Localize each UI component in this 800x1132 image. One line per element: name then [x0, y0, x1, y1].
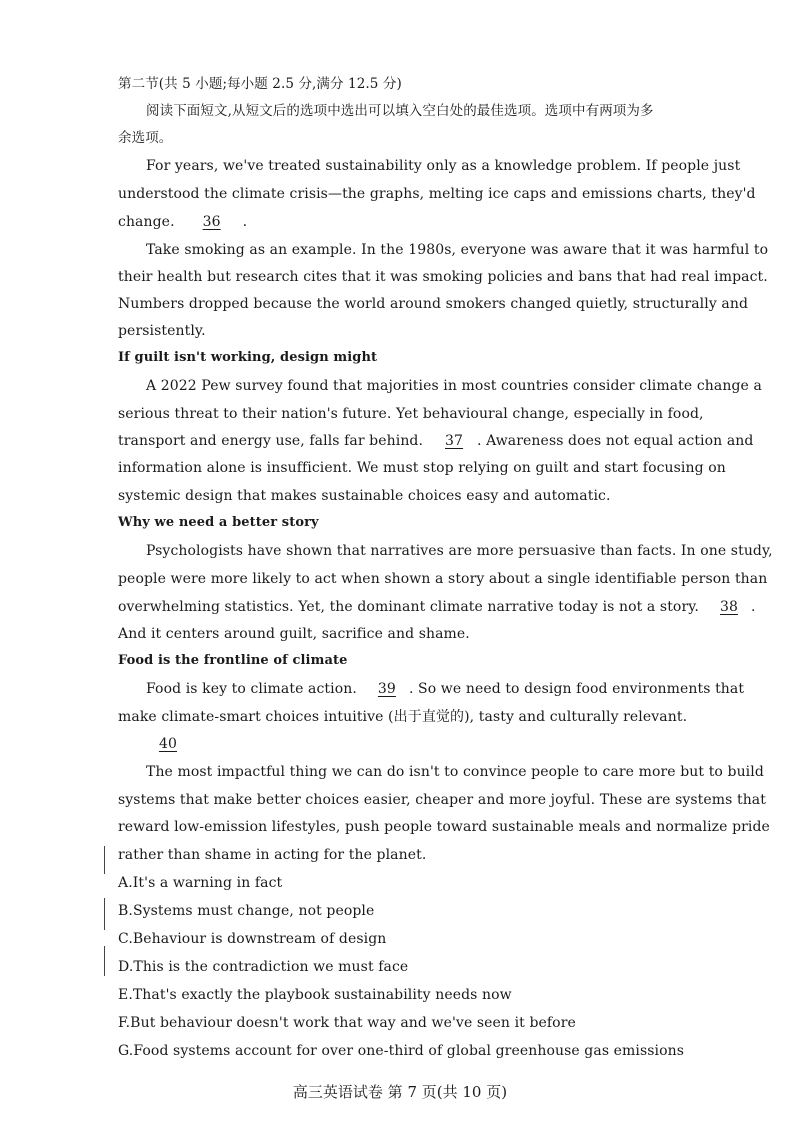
blank-37: 37	[445, 433, 464, 449]
option-g: G.Food systems account for over one-third of global greenhouse gas emissions	[118, 1043, 685, 1059]
paragraph-line: their health but research cites that it was smoking policies and bans that had real impact.	[118, 269, 768, 285]
paragraph-line: overwhelming statistics. Yet, the dominant climate narrative today is not a story. 38 .	[118, 599, 756, 615]
section-heading: Why we need a better story	[118, 515, 319, 530]
paragraph-line: people were more likely to act when shown a story about a single identifiable person than	[118, 571, 768, 587]
option-f: F.But behaviour doesn't work that way and we've seen it before	[118, 1015, 576, 1031]
paragraph-text: . So we need to design food environments that	[408, 681, 745, 697]
paragraph-line	[118, 432, 753, 450]
option-b: B.Systems must change, not people	[118, 903, 375, 919]
paragraph-line: persistently.	[118, 323, 206, 339]
section-heading: If guilt isn't working, design might	[118, 350, 378, 365]
section-heading: Food is the frontline of climate	[118, 653, 348, 668]
paragraph-line: A 2022 Pew survey found that majorities in most countries consider climate change a	[146, 378, 762, 394]
option-d: D.This is the contradiction we must face	[118, 959, 409, 975]
paragraph-line	[146, 680, 744, 698]
instructions-line: 阅读下面短文,从短文后的选项中选出可以填入空白处的最佳选项。选项中有两项为多	[146, 103, 654, 119]
blank-38: 38	[719, 599, 738, 615]
paragraph-line: The most impactful thing we can do isn't to convince people to care more but to build	[146, 764, 764, 780]
paragraph-line	[146, 735, 190, 753]
blank-40: 40	[158, 736, 177, 752]
paragraph-line: understood the climate crisis—the graphs, melting ice caps and emissions charts, they'd	[118, 186, 756, 202]
paragraph-line: reward low-emission lifestyles, push people toward sustainable meals and normalize pride	[118, 819, 770, 835]
page-footer: 高三英语试卷 第 7 页(共 10 页)	[292, 1083, 508, 1101]
margin-mark	[104, 946, 105, 976]
paragraph-line: For years, we've treated sustainability only as a knowledge problem. If people just	[146, 158, 741, 174]
paragraph-line: systemic design that makes sustainable choices easy and automatic.	[118, 488, 611, 504]
option-a: A.It's a warning in fact	[118, 875, 283, 891]
paragraph-line: Take smoking as an example. In the 1980s, everyone was aware that it was harmful to	[146, 242, 769, 258]
paragraph-text: . Awareness does not equal action and	[477, 433, 754, 449]
blank-36: 36	[202, 214, 221, 230]
paragraph-text: Food is key to climate action.	[146, 681, 357, 697]
option-e: E.That's exactly the playbook sustainability needs now	[118, 987, 512, 1003]
paragraph-line: rather than shame in acting for the planet.	[118, 847, 427, 863]
paragraph-text: change.	[118, 214, 175, 230]
section-header: 第二节(共 5 小题;每小题 2.5 分,满分 12.5 分)	[118, 76, 402, 92]
paragraph-line: systems that make better choices easier, cheaper and more joyful. These are systems that	[118, 792, 766, 808]
margin-mark	[104, 846, 105, 874]
margin-mark	[104, 898, 105, 930]
option-c: C.Behaviour is downstream of design	[118, 931, 387, 947]
blank-39: 39	[377, 681, 396, 697]
paragraph-text: overwhelming statistics. Yet, the dominant climate narrative today is not a story.	[118, 599, 699, 615]
paragraph-line: Numbers dropped because the world around smokers changed quietly, structurally and	[118, 296, 749, 312]
paragraph-line: serious threat to their nation's future. Yet behavioural change, especially in food,	[118, 406, 704, 422]
paragraph-line: information alone is insufficient. We must stop relying on guilt and start focusing on	[118, 460, 726, 476]
paragraph-text: transport and energy use, falls far behind.	[118, 433, 424, 449]
paragraph-line: Psychologists have shown that narratives are more persuasive than facts. In one study,	[146, 543, 773, 559]
paragraph-line: make climate-smart choices intuitive (出于直觉的), tasty and culturally relevant.	[118, 709, 688, 725]
paragraph-line: And it centers around guilt, sacrifice and shame.	[118, 626, 470, 642]
paragraph-line: change. 36 .	[118, 214, 248, 230]
instructions-line: 余选项。	[118, 130, 173, 146]
